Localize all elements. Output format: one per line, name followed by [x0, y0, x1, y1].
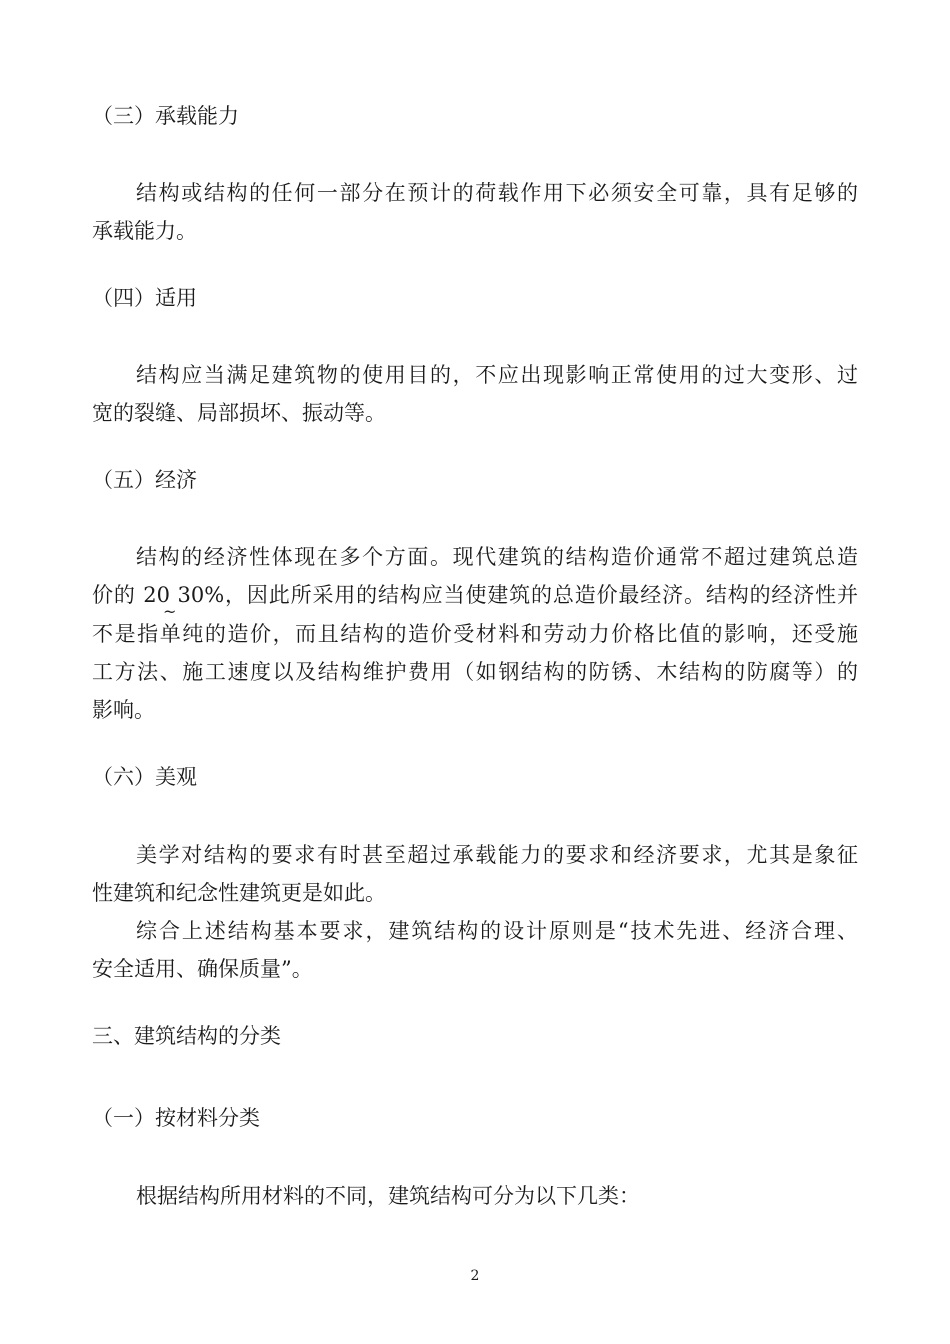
- chapter-heading-3: 三、建筑结构的分类: [92, 1024, 281, 1048]
- page-number: 2: [470, 1268, 480, 1284]
- section-heading-3: （三）承载能力: [92, 104, 239, 128]
- paragraph-line: 宽的裂缝、局部损坏、振动等。: [92, 401, 386, 425]
- paragraph-line: 根据结构所用材料的不同，建筑结构可分为以下几类：: [136, 1184, 640, 1208]
- paragraph-line: 结构的经济性体现在多个方面。现代建筑的结构造价通常不超过建筑总造: [136, 545, 858, 569]
- paragraph-line: 不是指单纯的造价，而且结构的造价受材料和劳动力价格比值的影响，还受施: [92, 622, 858, 646]
- section-heading-5: （五）经济: [92, 468, 197, 492]
- section-heading-4: （四）适用: [92, 286, 197, 310]
- paragraph-line: 安全适用、确保质量”。: [92, 957, 313, 981]
- section-heading-6: （六）美观: [92, 765, 197, 789]
- paragraph-line: 价的 20 30%，因此所采用的结构应当使建筑的总造价最经济。结构的经济性并: [92, 583, 858, 607]
- section-heading-1: （一）按材料分类: [92, 1106, 260, 1130]
- paragraph-line: 性建筑和纪念性建筑更是如此。: [92, 881, 386, 905]
- paragraph-line: 美学对结构的要求有时甚至超过承载能力的要求和经济要求，尤其是象征: [136, 843, 858, 867]
- paragraph-line: 承载能力。: [92, 219, 197, 243]
- paragraph-line: 工方法、施工速度以及结构维护费用（如钢结构的防锈、木结构的防腐等）的: [92, 660, 858, 684]
- paragraph-line: 影响。: [92, 698, 155, 722]
- range-tilde-mark: ~: [163, 602, 177, 621]
- paragraph-line: 综合上述结构基本要求，建筑结构的设计原则是“技术先进、经济合理、: [136, 919, 858, 943]
- paragraph-line: 结构应当满足建筑物的使用目的，不应出现影响正常使用的过大变形、过: [136, 363, 858, 387]
- paragraph-line: 结构或结构的任何一部分在预计的荷载作用下必须安全可靠，具有足够的: [136, 181, 858, 205]
